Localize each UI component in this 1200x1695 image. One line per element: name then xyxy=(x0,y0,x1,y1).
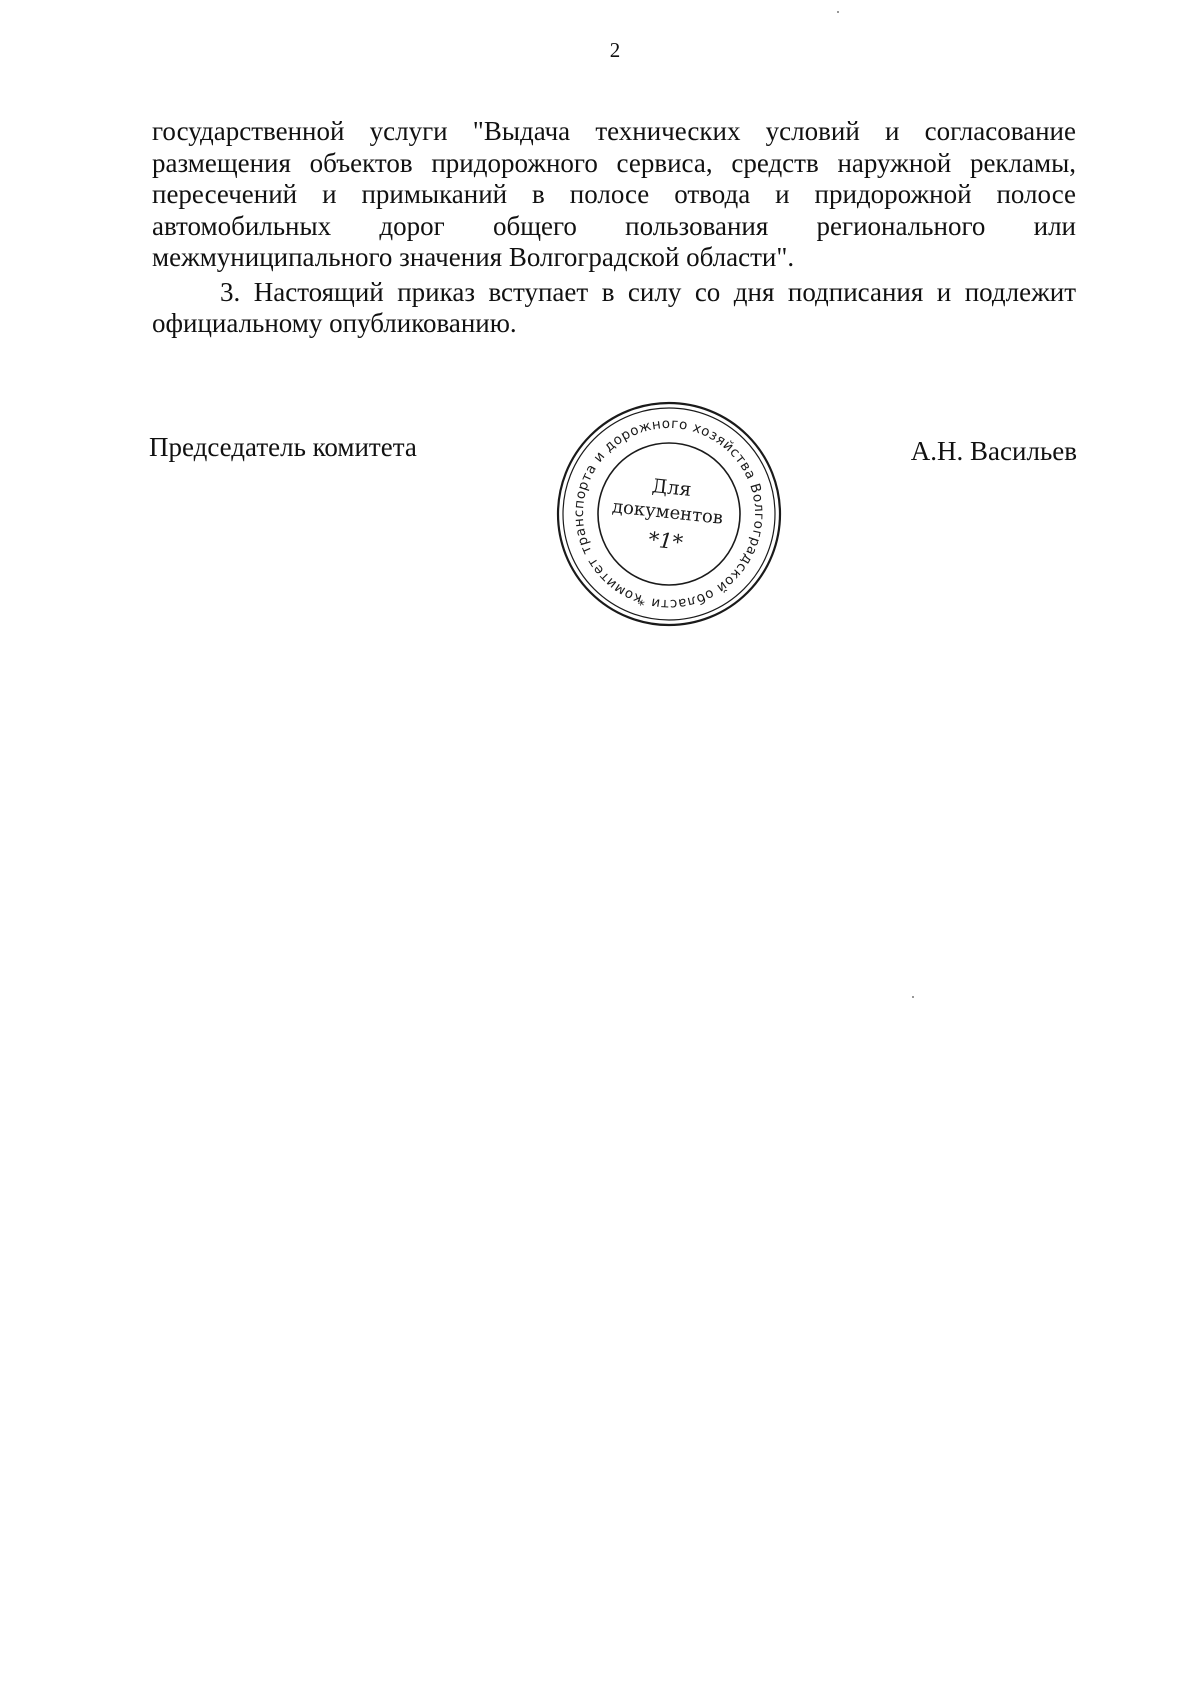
signer-name: А.Н. Васильев xyxy=(910,436,1077,466)
paragraph-item-3: 3. Настоящий приказ вступает в силу со дня подписания и подлежит официальному опубликованию. xyxy=(152,276,1076,338)
paragraph-continuation: государственной услуги "Выдача технических условий и согласование размещения объектов придорожного сервиса, средств наружной рекламы, пересечений и примыканий в полосе отвода и придорожной полосе автомобильных дорог общего пользования регионального или межмуниципального значения Волгоградской области". xyxy=(152,116,1076,272)
stamp-center-line-2: документов xyxy=(611,496,725,529)
scan-speck xyxy=(912,996,914,998)
stamp-center-number: *1* xyxy=(647,527,685,555)
official-seal-stamp xyxy=(553,398,785,630)
stamp-ring-text: комитет транспорта и дорожного хозяйства Волгоградской области * xyxy=(570,415,768,613)
stamp-center-line-1: Для xyxy=(650,475,693,502)
signer-position: Председатель комитета xyxy=(149,432,417,462)
scan-speck xyxy=(837,11,839,13)
document-body xyxy=(152,116,1076,340)
page-number: 2 xyxy=(609,38,621,62)
